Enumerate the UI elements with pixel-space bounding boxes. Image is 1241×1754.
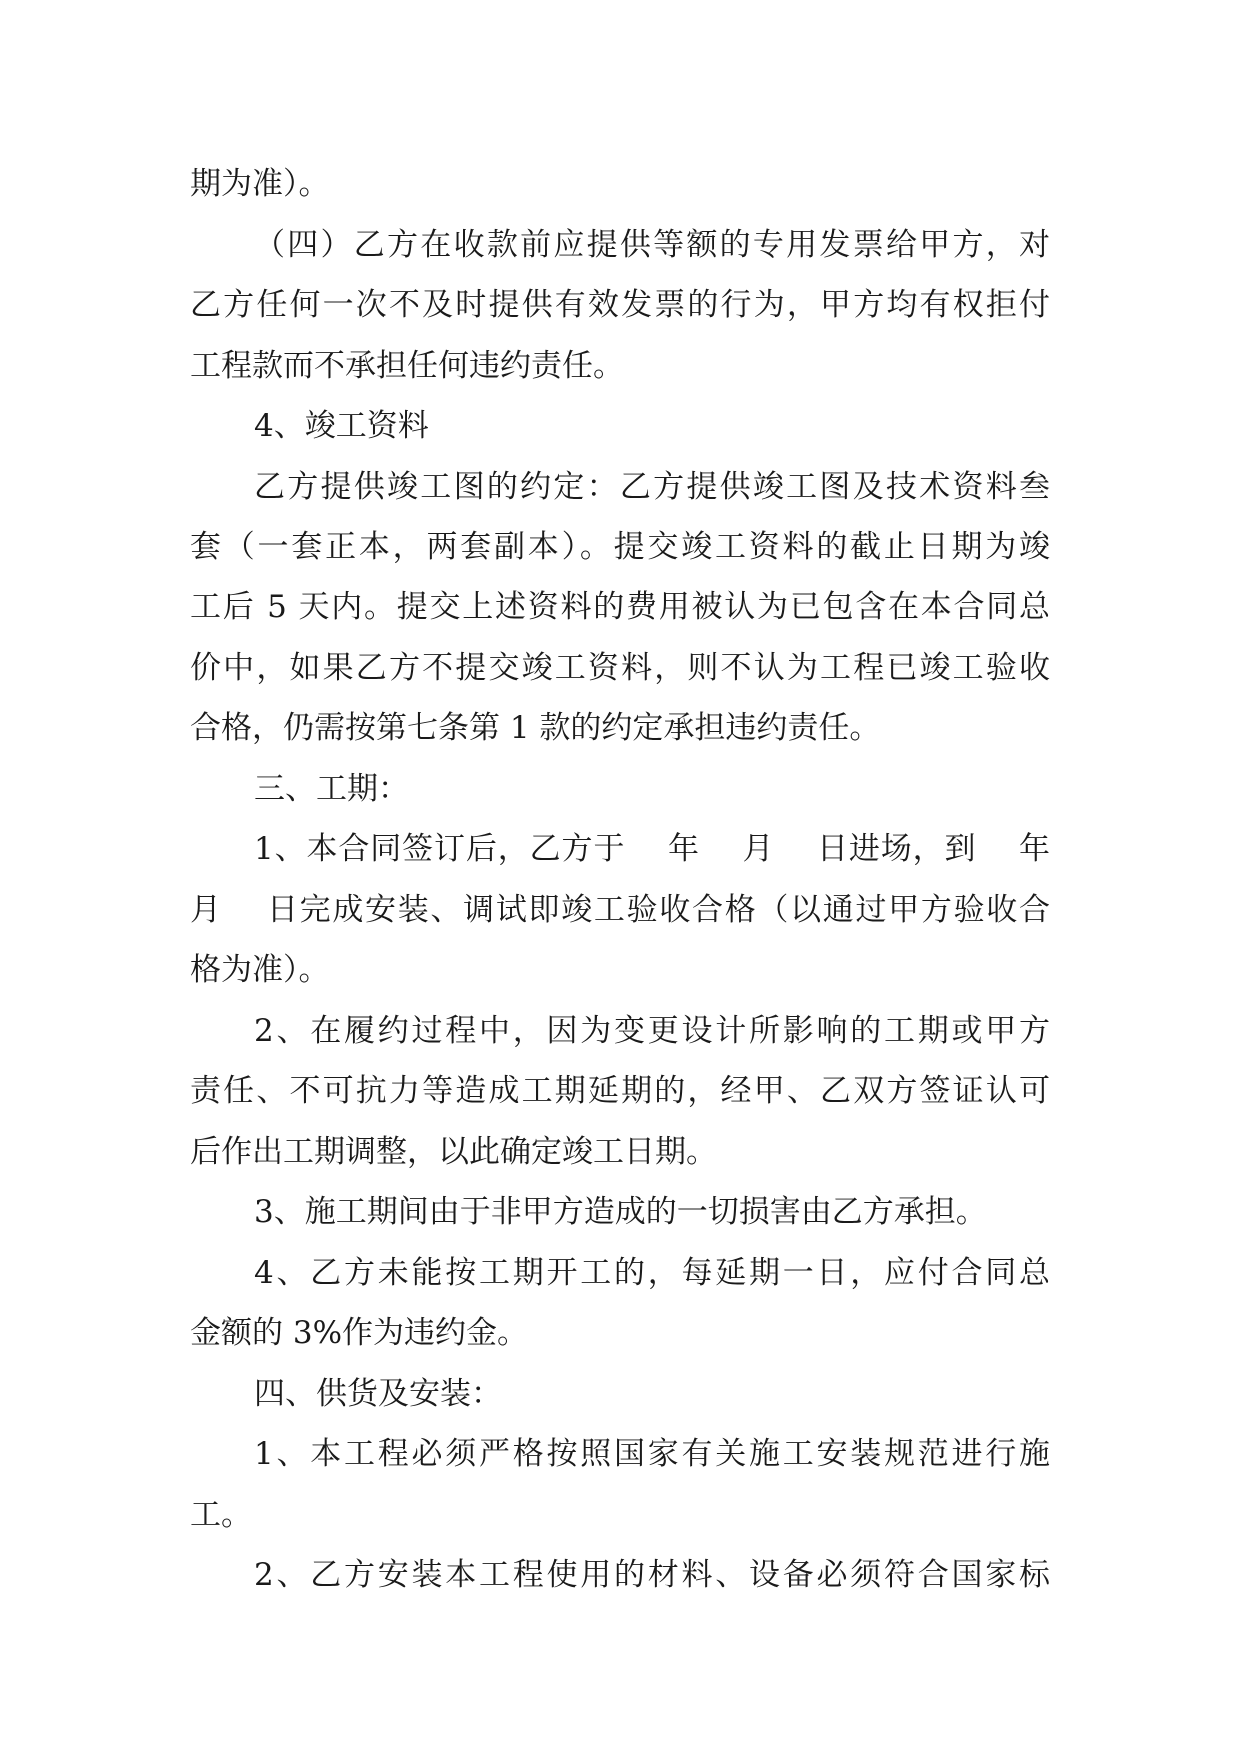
text-line: 乙方提供竣工图的约定：乙方提供竣工图及技术资料叁 — [254, 469, 1050, 505]
text-line: 乙方任何一次不及时提供有效发票的行为，甲方均有权拒付 — [190, 287, 1050, 323]
text-line: 价中，如果乙方不提交竣工资料，则不认为工程已竣工验收 — [190, 650, 1050, 686]
section-heading: 4、竣工资料 — [254, 408, 429, 444]
text-line: 1、本工程必须严格按照国家有关施工安装规范进行施 — [254, 1436, 1050, 1472]
text-line: 1、本合同签订后，乙方于 年 月 日进场，到 年 — [254, 831, 1050, 867]
text-line: 2、在履约过程中，因为变更设计所影响的工期或甲方 — [254, 1013, 1050, 1049]
text-line: 4、乙方未能按工期开工的，每延期一日，应付合同总 — [254, 1255, 1050, 1291]
text-line: 后作出工期调整，以此确定竣工日期。 — [190, 1134, 717, 1170]
text-line: 期为准）。 — [190, 166, 330, 202]
text-line: 3、施工期间由于非甲方造成的一切损害由乙方承担。 — [254, 1194, 987, 1230]
text-line: 责任、不可抗力等造成工期延期的，经甲、乙双方签证认可 — [190, 1073, 1050, 1109]
text-line: 套（一套正本，两套副本）。提交竣工资料的截止日期为竣 — [190, 529, 1050, 565]
text-line: （四）乙方在收款前应提供等额的专用发票给甲方，对 — [254, 227, 1050, 263]
text-line: 工后 5 天内。提交上述资料的费用被认为已包含在本合同总 — [190, 589, 1050, 625]
section-heading: 三、工期： — [254, 771, 409, 807]
section-heading: 四、供货及安装： — [254, 1376, 502, 1412]
text-line: 月 日完成安装、调试即竣工验收合格（以通过甲方验收合 — [190, 892, 1050, 928]
text-line: 工程款而不承担任何违约责任。 — [190, 348, 624, 384]
text-line: 格为准）。 — [190, 952, 330, 988]
text-line: 金额的 3%作为违约金。 — [190, 1315, 529, 1351]
text-line: 合格，仍需按第七条第 1 款的约定承担违约责任。 — [190, 710, 881, 746]
text-line: 2、乙方安装本工程使用的材料、设备必须符合国家标 — [254, 1557, 1050, 1593]
text-line: 工。 — [190, 1497, 252, 1533]
